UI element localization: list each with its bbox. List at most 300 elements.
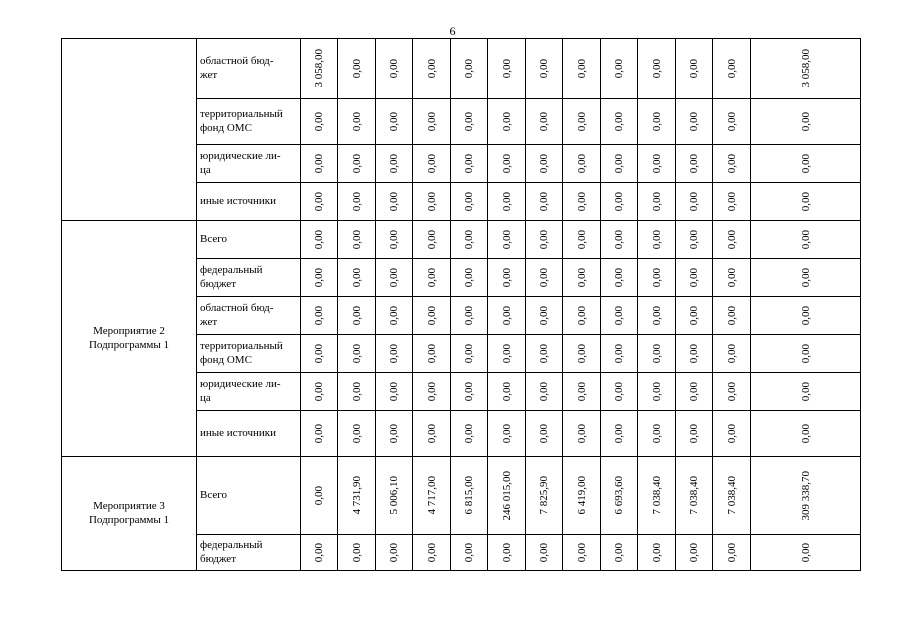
value-cell bbox=[301, 145, 338, 183]
value-text: 0,00 bbox=[500, 153, 513, 174]
value-cell bbox=[638, 297, 676, 335]
value-text: 0,00 bbox=[388, 542, 400, 563]
value-cell bbox=[676, 99, 713, 145]
total-value-cell bbox=[751, 99, 861, 145]
value-cell bbox=[338, 373, 376, 411]
value-text: 0,00 bbox=[313, 191, 325, 212]
event-cell: Мероприятие 3 Подпрограммы 1 bbox=[62, 457, 197, 571]
value-text: 0,00 bbox=[799, 267, 812, 288]
value-text: 0,00 bbox=[463, 111, 475, 132]
value-text: 0,00 bbox=[463, 343, 475, 364]
value-text: 0,00 bbox=[575, 191, 588, 212]
total-value-cell bbox=[751, 535, 861, 571]
value-cell bbox=[713, 335, 751, 373]
value-cell bbox=[301, 457, 338, 535]
value-text: 0,00 bbox=[463, 542, 475, 563]
value-cell bbox=[676, 259, 713, 297]
value-cell bbox=[638, 457, 676, 535]
value-cell bbox=[601, 373, 638, 411]
funding-source-cell: иные источники bbox=[197, 411, 301, 457]
value-text: 0,00 bbox=[650, 153, 663, 174]
value-cell bbox=[526, 335, 563, 373]
value-text: 0,00 bbox=[725, 381, 738, 402]
value-cell bbox=[451, 259, 488, 297]
value-cell bbox=[376, 99, 413, 145]
value-text: 0,00 bbox=[688, 267, 700, 288]
value-cell bbox=[376, 39, 413, 99]
total-value-cell bbox=[751, 39, 861, 99]
value-cell bbox=[338, 183, 376, 221]
value-text: 0,00 bbox=[500, 542, 513, 563]
value-cell bbox=[451, 145, 488, 183]
value-text: 0,00 bbox=[425, 191, 438, 212]
value-text: 0,00 bbox=[650, 305, 663, 326]
value-text: 0,00 bbox=[463, 191, 475, 212]
value-cell bbox=[488, 335, 526, 373]
value-text: 0,00 bbox=[463, 229, 475, 250]
value-text: 0,00 bbox=[388, 229, 400, 250]
value-text: 0,00 bbox=[613, 153, 625, 174]
value-cell bbox=[638, 259, 676, 297]
value-text: 0,00 bbox=[688, 343, 700, 364]
value-text: 0,00 bbox=[463, 58, 475, 79]
value-cell bbox=[713, 259, 751, 297]
value-cell bbox=[301, 411, 338, 457]
value-cell bbox=[488, 39, 526, 99]
value-cell bbox=[338, 335, 376, 373]
value-cell bbox=[338, 39, 376, 99]
value-text: 0,00 bbox=[650, 229, 663, 250]
value-cell bbox=[601, 145, 638, 183]
value-cell bbox=[488, 145, 526, 183]
value-text: 0,00 bbox=[388, 423, 400, 444]
value-cell bbox=[601, 39, 638, 99]
funding-source-cell: Всего bbox=[197, 221, 301, 259]
value-text: 0,00 bbox=[500, 381, 513, 402]
value-cell bbox=[413, 535, 451, 571]
value-text: 0,00 bbox=[388, 343, 400, 364]
table-row bbox=[62, 39, 861, 99]
value-cell bbox=[301, 373, 338, 411]
value-cell bbox=[451, 335, 488, 373]
value-cell bbox=[526, 145, 563, 183]
value-text: 0,00 bbox=[313, 423, 325, 444]
value-cell bbox=[413, 183, 451, 221]
value-cell bbox=[301, 535, 338, 571]
value-text: 0,00 bbox=[350, 343, 363, 364]
value-text: 0,00 bbox=[350, 423, 363, 444]
funding-source-cell: Всего bbox=[197, 457, 301, 535]
value-cell bbox=[413, 335, 451, 373]
value-text: 0,00 bbox=[388, 153, 400, 174]
value-text: 7 038,40 bbox=[650, 476, 663, 515]
value-text: 0,00 bbox=[575, 111, 588, 132]
value-text: 0,00 bbox=[425, 423, 438, 444]
value-cell bbox=[563, 221, 601, 259]
value-cell bbox=[526, 457, 563, 535]
value-cell bbox=[376, 145, 413, 183]
value-cell bbox=[563, 183, 601, 221]
value-text: 0,00 bbox=[538, 191, 550, 212]
value-text: 0,00 bbox=[538, 381, 550, 402]
value-cell bbox=[451, 183, 488, 221]
value-cell bbox=[713, 183, 751, 221]
value-text: 0,00 bbox=[613, 542, 625, 563]
value-text: 0,00 bbox=[313, 111, 325, 132]
value-text: 0,00 bbox=[650, 381, 663, 402]
value-cell bbox=[526, 39, 563, 99]
value-text: 0,00 bbox=[575, 343, 588, 364]
value-text: 0,00 bbox=[425, 153, 438, 174]
value-text: 0,00 bbox=[350, 111, 363, 132]
value-text: 0,00 bbox=[388, 58, 400, 79]
value-text: 0,00 bbox=[425, 542, 438, 563]
value-text: 0,00 bbox=[688, 305, 700, 326]
value-text: 0,00 bbox=[799, 542, 812, 563]
value-text: 0,00 bbox=[725, 153, 738, 174]
value-text: 0,00 bbox=[725, 229, 738, 250]
value-cell bbox=[601, 221, 638, 259]
value-text: 0,00 bbox=[388, 381, 400, 402]
value-cell bbox=[451, 535, 488, 571]
value-cell bbox=[563, 535, 601, 571]
value-text: 0,00 bbox=[799, 111, 812, 132]
value-text: 309 338,70 bbox=[799, 470, 812, 521]
value-text: 0,00 bbox=[799, 229, 812, 250]
funding-source-cell: федеральный бюджет bbox=[197, 259, 301, 297]
value-text: 0,00 bbox=[799, 305, 812, 326]
value-text: 0,00 bbox=[425, 305, 438, 326]
value-cell bbox=[488, 297, 526, 335]
value-cell bbox=[526, 259, 563, 297]
value-text: 0,00 bbox=[388, 111, 400, 132]
value-cell bbox=[713, 411, 751, 457]
value-cell bbox=[563, 99, 601, 145]
value-cell bbox=[526, 373, 563, 411]
total-value-cell bbox=[751, 297, 861, 335]
value-text: 0,00 bbox=[313, 343, 325, 364]
value-cell bbox=[638, 39, 676, 99]
value-cell bbox=[413, 373, 451, 411]
value-cell bbox=[638, 221, 676, 259]
value-text: 0,00 bbox=[613, 381, 625, 402]
value-text: 0,00 bbox=[350, 58, 363, 79]
value-cell bbox=[338, 145, 376, 183]
value-cell bbox=[676, 411, 713, 457]
event-cell bbox=[62, 39, 197, 221]
value-text: 0,00 bbox=[650, 111, 663, 132]
value-cell bbox=[488, 221, 526, 259]
value-text: 0,00 bbox=[725, 267, 738, 288]
value-text: 0,00 bbox=[650, 423, 663, 444]
value-text: 0,00 bbox=[425, 343, 438, 364]
value-cell bbox=[301, 39, 338, 99]
value-text: 0,00 bbox=[575, 229, 588, 250]
value-cell bbox=[563, 373, 601, 411]
value-text: 0,00 bbox=[613, 343, 625, 364]
value-text: 0,00 bbox=[538, 423, 550, 444]
value-cell bbox=[413, 411, 451, 457]
value-text: 0,00 bbox=[463, 423, 475, 444]
value-text: 5 006,10 bbox=[388, 476, 400, 515]
value-cell bbox=[563, 145, 601, 183]
value-cell bbox=[563, 335, 601, 373]
value-text: 0,00 bbox=[725, 423, 738, 444]
value-text: 0,00 bbox=[688, 191, 700, 212]
value-text: 246 015,00 bbox=[500, 470, 513, 521]
value-cell bbox=[338, 297, 376, 335]
value-text: 7 825,90 bbox=[538, 476, 550, 515]
value-text: 0,00 bbox=[799, 191, 812, 212]
value-cell bbox=[413, 457, 451, 535]
value-text: 0,00 bbox=[350, 267, 363, 288]
value-text: 0,00 bbox=[650, 343, 663, 364]
value-text: 7 038,40 bbox=[688, 476, 700, 515]
value-cell bbox=[451, 373, 488, 411]
value-text: 0,00 bbox=[725, 305, 738, 326]
value-cell bbox=[601, 297, 638, 335]
value-text: 6 815,00 bbox=[463, 476, 475, 515]
value-text: 3 058,00 bbox=[313, 49, 325, 88]
value-text: 0,00 bbox=[463, 305, 475, 326]
total-value-cell bbox=[751, 183, 861, 221]
value-cell bbox=[488, 535, 526, 571]
funding-source-cell: юридические ли- ца bbox=[197, 373, 301, 411]
value-text: 0,00 bbox=[313, 305, 325, 326]
value-cell bbox=[563, 259, 601, 297]
value-cell bbox=[413, 145, 451, 183]
value-text: 0,00 bbox=[350, 191, 363, 212]
value-text: 0,00 bbox=[350, 305, 363, 326]
value-text: 0,00 bbox=[613, 191, 625, 212]
value-cell bbox=[713, 373, 751, 411]
value-cell bbox=[338, 221, 376, 259]
funding-source-cell: территориальный фонд ОМС bbox=[197, 99, 301, 145]
value-text: 0,00 bbox=[500, 343, 513, 364]
value-text: 0,00 bbox=[425, 267, 438, 288]
value-cell bbox=[526, 297, 563, 335]
value-cell bbox=[413, 297, 451, 335]
value-text: 0,00 bbox=[313, 485, 325, 506]
value-text: 0,00 bbox=[425, 229, 438, 250]
value-text: 0,00 bbox=[575, 58, 588, 79]
value-cell bbox=[713, 297, 751, 335]
value-cell bbox=[451, 457, 488, 535]
value-cell bbox=[676, 221, 713, 259]
value-text: 0,00 bbox=[538, 153, 550, 174]
value-text: 0,00 bbox=[575, 423, 588, 444]
value-text: 0,00 bbox=[388, 267, 400, 288]
value-text: 0,00 bbox=[500, 423, 513, 444]
value-cell bbox=[601, 411, 638, 457]
value-cell bbox=[451, 39, 488, 99]
value-text: 4 731,90 bbox=[350, 476, 363, 515]
total-value-cell bbox=[751, 259, 861, 297]
total-value-cell bbox=[751, 373, 861, 411]
value-cell bbox=[563, 297, 601, 335]
value-cell bbox=[676, 297, 713, 335]
table-row bbox=[62, 221, 861, 259]
funding-source-cell: областной бюд- жет bbox=[197, 39, 301, 99]
value-text: 0,00 bbox=[313, 153, 325, 174]
value-text: 0,00 bbox=[500, 111, 513, 132]
value-cell bbox=[376, 221, 413, 259]
value-text: 0,00 bbox=[350, 153, 363, 174]
value-text: 0,00 bbox=[650, 191, 663, 212]
value-text: 0,00 bbox=[500, 229, 513, 250]
value-cell bbox=[301, 99, 338, 145]
value-text: 0,00 bbox=[575, 305, 588, 326]
value-cell bbox=[563, 457, 601, 535]
value-text: 0,00 bbox=[538, 343, 550, 364]
value-cell bbox=[413, 99, 451, 145]
value-text: 0,00 bbox=[313, 267, 325, 288]
value-cell bbox=[488, 457, 526, 535]
value-text: 0,00 bbox=[425, 58, 438, 79]
value-text: 0,00 bbox=[538, 267, 550, 288]
value-cell bbox=[338, 259, 376, 297]
value-cell bbox=[451, 297, 488, 335]
total-value-cell bbox=[751, 335, 861, 373]
value-text: 0,00 bbox=[425, 381, 438, 402]
total-value-cell bbox=[751, 221, 861, 259]
funding-source-cell: юридические ли- ца bbox=[197, 145, 301, 183]
value-cell bbox=[601, 183, 638, 221]
value-cell bbox=[601, 457, 638, 535]
value-text: 0,00 bbox=[538, 542, 550, 563]
value-cell bbox=[638, 335, 676, 373]
value-cell bbox=[563, 411, 601, 457]
value-cell bbox=[301, 259, 338, 297]
value-cell bbox=[676, 373, 713, 411]
value-text: 6 419,00 bbox=[575, 476, 588, 515]
value-text: 0,00 bbox=[650, 58, 663, 79]
value-text: 0,00 bbox=[725, 111, 738, 132]
value-text: 0,00 bbox=[313, 542, 325, 563]
value-cell bbox=[376, 335, 413, 373]
value-text: 0,00 bbox=[350, 229, 363, 250]
value-cell bbox=[601, 535, 638, 571]
value-text: 0,00 bbox=[688, 58, 700, 79]
value-text: 0,00 bbox=[388, 305, 400, 326]
value-cell bbox=[638, 183, 676, 221]
total-value-cell bbox=[751, 457, 861, 535]
value-text: 6 693,60 bbox=[613, 476, 625, 515]
value-cell bbox=[601, 259, 638, 297]
value-text: 0,00 bbox=[613, 267, 625, 288]
value-cell bbox=[676, 335, 713, 373]
value-cell bbox=[563, 39, 601, 99]
value-cell bbox=[713, 535, 751, 571]
value-text: 0,00 bbox=[799, 423, 812, 444]
value-cell bbox=[376, 297, 413, 335]
value-text: 0,00 bbox=[650, 267, 663, 288]
value-text: 0,00 bbox=[313, 381, 325, 402]
value-cell bbox=[638, 145, 676, 183]
value-cell bbox=[526, 99, 563, 145]
value-cell bbox=[338, 99, 376, 145]
value-cell bbox=[638, 411, 676, 457]
event-cell: Мероприятие 2 Подпрограммы 1 bbox=[62, 221, 197, 457]
funding-source-cell: федеральный бюджет bbox=[197, 535, 301, 571]
value-text: 7 038,40 bbox=[725, 476, 738, 515]
value-text: 0,00 bbox=[688, 423, 700, 444]
value-cell bbox=[488, 373, 526, 411]
value-cell bbox=[638, 99, 676, 145]
value-text: 0,00 bbox=[575, 381, 588, 402]
value-cell bbox=[526, 221, 563, 259]
value-text: 0,00 bbox=[313, 229, 325, 250]
value-text: 3 058,00 bbox=[799, 49, 812, 88]
value-cell bbox=[601, 335, 638, 373]
value-cell bbox=[413, 259, 451, 297]
value-text: 0,00 bbox=[538, 58, 550, 79]
value-text: 0,00 bbox=[688, 111, 700, 132]
value-text: 0,00 bbox=[350, 381, 363, 402]
value-cell bbox=[488, 183, 526, 221]
value-cell bbox=[526, 183, 563, 221]
value-cell bbox=[451, 99, 488, 145]
value-text: 0,00 bbox=[463, 267, 475, 288]
value-cell bbox=[338, 457, 376, 535]
value-cell bbox=[376, 183, 413, 221]
total-value-cell bbox=[751, 411, 861, 457]
value-cell bbox=[638, 535, 676, 571]
value-cell bbox=[638, 373, 676, 411]
value-text: 0,00 bbox=[538, 229, 550, 250]
value-cell bbox=[713, 39, 751, 99]
total-value-cell bbox=[751, 145, 861, 183]
value-text: 0,00 bbox=[613, 229, 625, 250]
value-text: 0,00 bbox=[725, 542, 738, 563]
value-text: 0,00 bbox=[725, 191, 738, 212]
value-cell bbox=[376, 535, 413, 571]
value-text: 0,00 bbox=[575, 542, 588, 563]
value-text: 0,00 bbox=[613, 423, 625, 444]
value-cell bbox=[413, 39, 451, 99]
funding-source-cell: иные источники bbox=[197, 183, 301, 221]
value-text: 0,00 bbox=[688, 381, 700, 402]
value-cell bbox=[526, 411, 563, 457]
value-cell bbox=[713, 145, 751, 183]
value-text: 0,00 bbox=[688, 153, 700, 174]
value-cell bbox=[713, 457, 751, 535]
value-text: 0,00 bbox=[463, 153, 475, 174]
value-cell bbox=[676, 535, 713, 571]
value-text: 4 717,00 bbox=[425, 476, 438, 515]
value-text: 0,00 bbox=[538, 305, 550, 326]
value-cell bbox=[488, 259, 526, 297]
value-text: 0,00 bbox=[500, 305, 513, 326]
value-cell bbox=[376, 457, 413, 535]
value-cell bbox=[676, 39, 713, 99]
value-text: 0,00 bbox=[799, 381, 812, 402]
value-text: 0,00 bbox=[613, 58, 625, 79]
value-cell bbox=[301, 297, 338, 335]
value-text: 0,00 bbox=[463, 381, 475, 402]
value-text: 0,00 bbox=[500, 191, 513, 212]
value-cell bbox=[301, 335, 338, 373]
value-text: 0,00 bbox=[425, 111, 438, 132]
budget-table bbox=[61, 38, 861, 571]
value-cell bbox=[451, 221, 488, 259]
value-cell bbox=[301, 183, 338, 221]
value-cell bbox=[713, 221, 751, 259]
value-text: 0,00 bbox=[388, 191, 400, 212]
value-text: 0,00 bbox=[725, 58, 738, 79]
value-text: 0,00 bbox=[575, 267, 588, 288]
value-text: 0,00 bbox=[500, 58, 513, 79]
